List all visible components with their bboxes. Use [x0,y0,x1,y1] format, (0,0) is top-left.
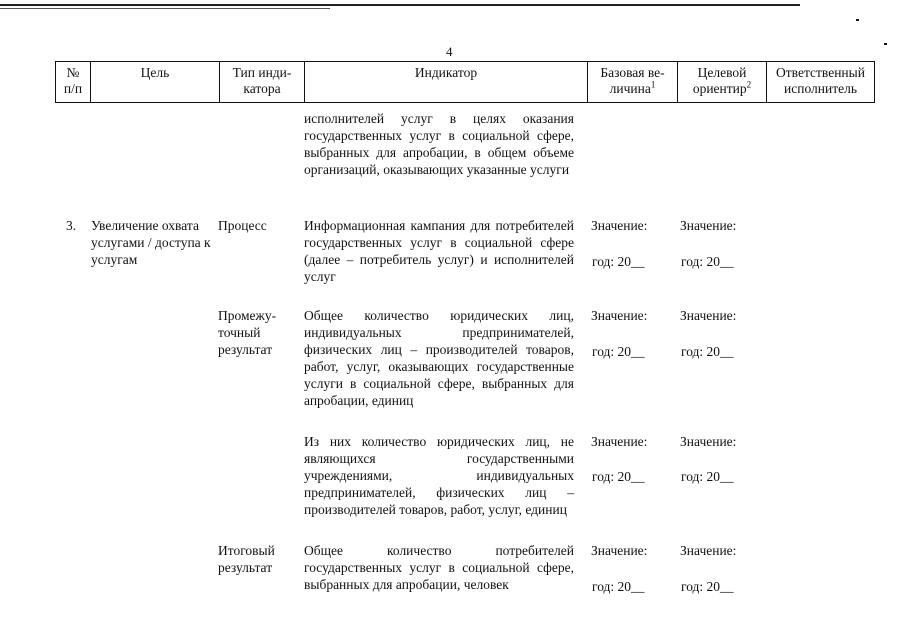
base-value-year: год: 20__ [592,579,645,594]
indicator-type: Промежу-точный результат [218,308,277,357]
target-value-year: год: 20__ [681,469,734,484]
scan-border-line [0,8,330,9]
indicator-continuation: исполнителей услуг в целях оказания государственных услуг в социальной сфере, выбранных для апробации, в общем объеме организаций, оказывающих указанные услуги [304,111,574,177]
header-num: № п/п [56,62,91,103]
scan-border-line [0,4,800,6]
scan-speck [856,19,859,21]
header-responsible: Ответственный исполнитель [767,62,875,103]
indicator-text: Из них количество юридических лиц, не являющихся государственными учреждениями, индивидуальных предпринимателей, физических лиц – производителей товаров, работ, услуг, единиц [304,434,574,517]
target-value-label: Значение: [680,218,737,233]
base-value-label: Значение: [591,543,648,558]
indicator-text: Общее количество юридических лиц, индивидуальных предпринимателей, физических лиц – производителей товаров, работ, услуг, оказывающих государственные услуги в социальной сфере, выбранных для апробации, единиц [304,308,574,408]
header-target: Целевой ориентир$^2$ [678,62,767,103]
header-goal: Цель [91,62,220,103]
target-value-label: Значение: [680,308,737,323]
target-value-label: Значение: [680,434,737,449]
scan-speck [884,43,887,45]
target-value-year: год: 20__ [681,344,734,359]
base-value-year: год: 20__ [592,344,645,359]
goal-text: Увеличение охвата услугами / доступа к услугам [91,218,211,267]
base-value-year: год: 20__ [592,469,645,484]
base-value-label: Значение: [591,308,648,323]
table-header [55,61,875,103]
header-indicator: Индикатор [305,62,588,103]
row-number: 3. [66,218,77,233]
header-indicator-type: Тип инди- катора [220,62,305,103]
indicator-text: Общее количество потребителей государственных услуг в социальной сфере, выбранных для апробации, человек [304,543,574,592]
header-base-value: Базовая ве- личина$^1$ [588,62,678,103]
base-value-year: год: 20__ [592,254,645,269]
base-value-label: Значение: [591,218,648,233]
indicator-text: Информационная кампания для потребителей государственных услуг в социальной сфере (далее – потребитель услуг) и исполнителей услуг [304,218,574,284]
target-value-year: год: 20__ [681,254,734,269]
target-value-label: Значение: [680,543,737,558]
indicator-type: Процесс [218,218,267,233]
indicator-type: Итоговый результат [218,543,275,575]
page-number: 4 [446,44,453,59]
target-value-year: год: 20__ [681,579,734,594]
base-value-label: Значение: [591,434,648,449]
